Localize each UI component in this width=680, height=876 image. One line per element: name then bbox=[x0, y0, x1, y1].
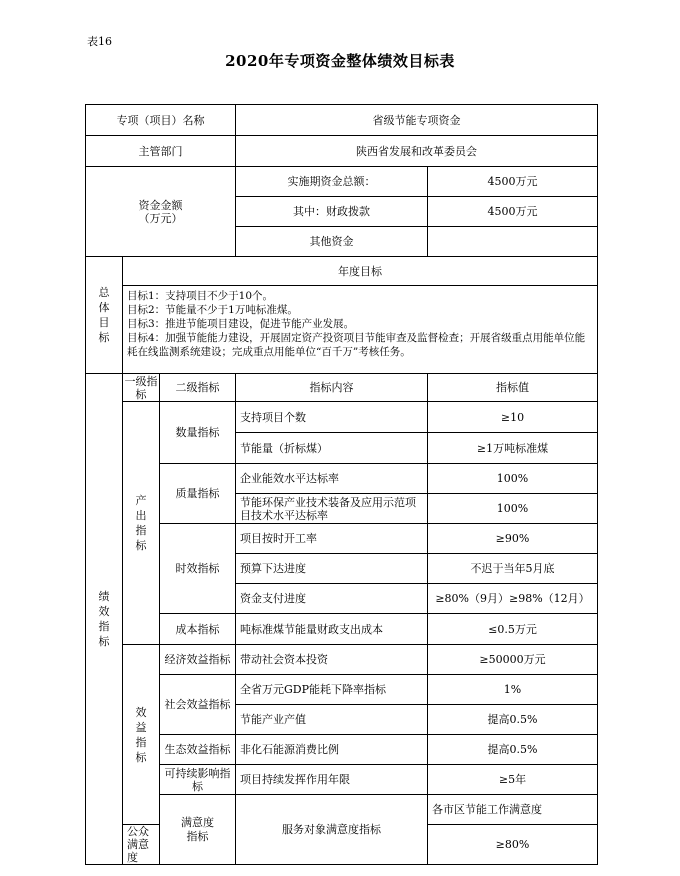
level2-cost: 成本指标 bbox=[160, 614, 236, 645]
goal-item: 目标4：加强节能能力建设，开展固定资产投资项目节能审查及监督检查；开展省级重点用能单位能耗在线监测系统建设；完成重点用能单位“百千万”考核任务。 bbox=[127, 332, 586, 358]
fund-amount-label-text: 资金金额 bbox=[138, 198, 183, 212]
level1-benefit-text: 效益指标 bbox=[135, 705, 147, 764]
fund-other-label: 其他资金 bbox=[236, 227, 428, 257]
indicator-value: 提高0.5% bbox=[428, 735, 598, 765]
level2-sustainable: 可持续影响指标 bbox=[160, 765, 236, 795]
fund-fiscal-label: 其中：财政拨款 bbox=[236, 197, 428, 227]
table-number: 表16 bbox=[87, 35, 112, 48]
level1-satisfaction-text: 满意度指标 bbox=[181, 815, 214, 843]
fund-fiscal-value: 4500万元 bbox=[428, 197, 598, 227]
indicator-content: 节能环保产业技术装备及应用示范项目技术水平达标率 bbox=[236, 494, 428, 524]
performance-indicator-label-text: 绩效指标 bbox=[98, 590, 110, 648]
indicator-value: 提高0.5% bbox=[428, 705, 598, 735]
fund-amount-unit: （万元） bbox=[138, 211, 183, 225]
fund-other-value bbox=[428, 227, 598, 257]
level2-social: 社会效益指标 bbox=[160, 675, 236, 735]
indicator-value: 100% bbox=[428, 464, 598, 494]
indicator-value: ≥10 bbox=[428, 402, 598, 433]
level2-quality: 质量指标 bbox=[160, 464, 236, 524]
goal-item: 目标1：支持项目不少于10个。 bbox=[127, 290, 274, 302]
level2-economic: 经济效益指标 bbox=[160, 645, 236, 675]
fund-total-value: 4500万元 bbox=[428, 167, 598, 197]
col-header-level1: 一级指标 bbox=[124, 374, 158, 401]
level2-service-satisfaction: 服务对象满意度指标 bbox=[236, 795, 428, 865]
indicator-value: 100% bbox=[428, 494, 598, 524]
fund-amount-label bbox=[86, 167, 236, 257]
goal-item: 目标2：节能量不少于1万吨标准煤。 bbox=[127, 304, 298, 316]
indicator-value: ≤0.5万元 bbox=[428, 614, 598, 645]
indicator-content: 支持项目个数 bbox=[236, 402, 428, 433]
indicator-content: 资金支付进度 bbox=[236, 584, 428, 614]
level2-quantity: 数量指标 bbox=[160, 402, 236, 464]
indicator-value: ≥80%（9月）≥98%（12月） bbox=[428, 584, 598, 614]
indicator-content: 各市区节能工作满意度 bbox=[428, 795, 598, 825]
indicator-value: ≥80% bbox=[428, 825, 598, 865]
indicator-content: 全省万元GDP能耗下降率指标 bbox=[236, 675, 428, 705]
fund-total-label: 实施期资金总额： bbox=[236, 167, 428, 197]
col-header-value: 指标值 bbox=[428, 374, 598, 402]
indicator-value: 1% bbox=[428, 675, 598, 705]
col-header-level2: 二级指标 bbox=[160, 374, 236, 402]
indicator-content: 带动社会资本投资 bbox=[236, 645, 428, 675]
indicator-content: 吨标准煤节能量财政支出成本 bbox=[236, 614, 428, 645]
indicator-value: ≥1万吨标准煤 bbox=[428, 433, 598, 464]
department-value: 陕西省发展和改革委员会 bbox=[236, 136, 598, 167]
level1-satisfaction bbox=[160, 795, 236, 865]
department-label: 主管部门 bbox=[86, 136, 236, 167]
overall-goal-label-text: 总体目标 bbox=[98, 286, 110, 344]
indicator-content: 非化石能源消费比例 bbox=[236, 735, 428, 765]
annual-goal-list bbox=[123, 286, 598, 374]
overall-goal-label bbox=[86, 257, 123, 374]
indicator-value: ≥50000万元 bbox=[428, 645, 598, 675]
indicator-content: 节能产业产值 bbox=[236, 705, 428, 735]
indicator-value: ≥90% bbox=[428, 524, 598, 554]
level1-output-text: 产出指标 bbox=[135, 494, 147, 552]
indicator-content: 项目按时开工率 bbox=[236, 524, 428, 554]
indicator-content: 节能量（折标煤） bbox=[236, 433, 428, 464]
annual-goal-header: 年度目标 bbox=[123, 257, 598, 286]
indicator-content: 项目持续发挥作用年限 bbox=[236, 765, 428, 795]
indicator-value: ≥5年 bbox=[428, 765, 598, 795]
project-name-value: 省级节能专项资金 bbox=[236, 105, 598, 136]
performance-indicator-label bbox=[86, 374, 123, 865]
project-name-label: 专项（项目）名称 bbox=[86, 105, 236, 136]
level2-timeliness: 时效指标 bbox=[160, 524, 236, 614]
indicator-value: 不迟于当年5月底 bbox=[428, 554, 598, 584]
goal-item: 目标3：推进节能项目建设，促进节能产业发展。 bbox=[127, 318, 355, 330]
indicator-content: 预算下达进度 bbox=[236, 554, 428, 584]
level1-output bbox=[123, 402, 160, 645]
indicator-content: 公众满意度 bbox=[123, 825, 160, 865]
level1-benefit bbox=[123, 645, 160, 825]
performance-target-table bbox=[85, 104, 598, 865]
level2-ecological: 生态效益指标 bbox=[160, 735, 236, 765]
indicator-content: 企业能效水平达标率 bbox=[236, 464, 428, 494]
col-header-content: 指标内容 bbox=[236, 374, 428, 402]
document-title: 2020年专项资金整体绩效目标表 bbox=[225, 52, 455, 70]
